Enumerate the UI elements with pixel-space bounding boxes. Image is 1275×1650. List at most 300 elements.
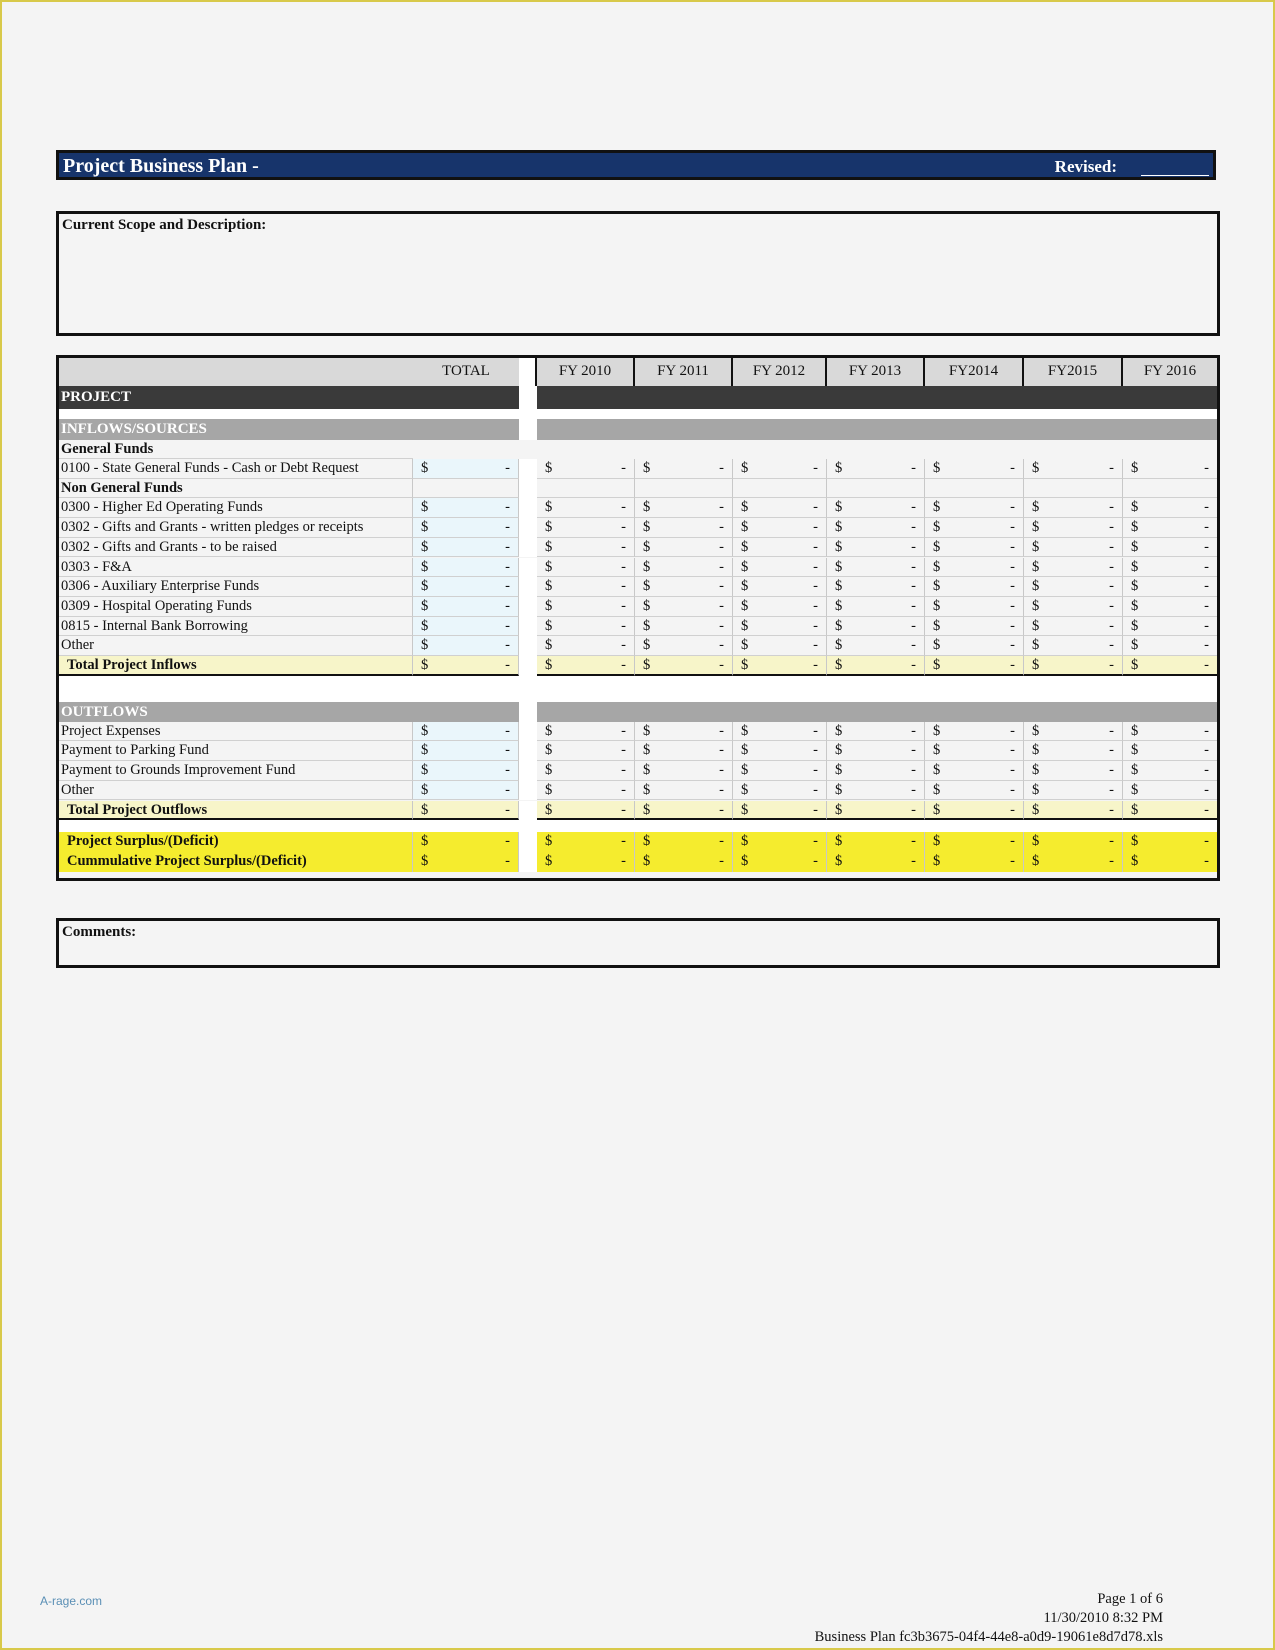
row-label-auxiliary: 0306 - Auxiliary Enterprise Funds xyxy=(59,577,413,597)
cell-value: - xyxy=(813,519,818,536)
total-value-cell[interactable] xyxy=(413,852,519,872)
fy-value-cell[interactable] xyxy=(537,741,635,761)
cell-value: - xyxy=(505,578,510,595)
currency-symbol: $ xyxy=(1131,742,1139,759)
currency-symbol: $ xyxy=(835,617,843,634)
fy-value-cell[interactable] xyxy=(733,498,827,518)
cell-value: - xyxy=(621,460,626,476)
fy-value-cell[interactable] xyxy=(925,636,1024,656)
fy-value-cell[interactable] xyxy=(1123,538,1217,558)
fy-value-cell[interactable] xyxy=(1024,597,1123,617)
fy-value-cell[interactable] xyxy=(1123,636,1217,656)
fy-value-cell[interactable] xyxy=(537,722,635,742)
fy-value-cell[interactable] xyxy=(1123,498,1217,518)
fy-value-cell[interactable] xyxy=(1024,459,1123,479)
currency-symbol: $ xyxy=(1131,499,1139,516)
fy-value-cell[interactable] xyxy=(1024,617,1123,637)
cell-value: - xyxy=(1109,852,1114,869)
fy-value-cell[interactable] xyxy=(537,558,635,578)
total-value-cell[interactable] xyxy=(413,832,519,852)
fy-value-cell[interactable] xyxy=(827,459,925,479)
cell-value: - xyxy=(911,617,916,634)
cell-value: - xyxy=(911,781,916,798)
currency-symbol: $ xyxy=(1131,801,1139,818)
currency-symbol: $ xyxy=(1032,617,1040,634)
cell-value: - xyxy=(1204,762,1209,779)
fy-value-cell[interactable] xyxy=(1123,656,1217,676)
cell-value: - xyxy=(621,762,626,779)
table-row xyxy=(59,722,1217,742)
currency-symbol: $ xyxy=(933,781,941,798)
currency-symbol: $ xyxy=(741,637,749,654)
currency-symbol: $ xyxy=(643,519,651,536)
column-header-fy2011: FY 2011 xyxy=(635,358,733,386)
fy-value-cell[interactable] xyxy=(733,459,827,479)
fy-value-cell[interactable] xyxy=(925,656,1024,676)
fy-value-cell[interactable] xyxy=(733,518,827,538)
fy-value-cell[interactable] xyxy=(635,722,733,742)
title-bar xyxy=(56,150,1216,180)
currency-symbol: $ xyxy=(421,519,429,536)
table-row xyxy=(59,479,1217,499)
cumulative-surplus-row xyxy=(59,852,1217,872)
currency-symbol: $ xyxy=(643,833,651,850)
currency-symbol: $ xyxy=(933,852,941,869)
fy-value-cell[interactable] xyxy=(537,852,635,872)
cell-value: - xyxy=(911,657,916,673)
total-value-cell[interactable] xyxy=(413,597,519,617)
currency-symbol: $ xyxy=(1032,657,1040,673)
fy-value-cell[interactable] xyxy=(1123,459,1217,479)
currency-symbol: $ xyxy=(741,499,749,516)
currency-symbol: $ xyxy=(933,722,941,739)
fy-value-cell[interactable] xyxy=(925,597,1024,617)
cell-value: - xyxy=(505,852,510,869)
cell-value: - xyxy=(1204,499,1209,516)
fy-value-cell[interactable] xyxy=(1024,577,1123,597)
cell-value: - xyxy=(1204,722,1209,739)
total-inflows-label: Total Project Inflows xyxy=(59,656,413,676)
currency-symbol: $ xyxy=(741,833,749,850)
fy-value-cell[interactable] xyxy=(733,801,827,821)
row-label-fa: 0303 - F&A xyxy=(59,558,413,578)
fy-value-cell[interactable] xyxy=(1123,741,1217,761)
cell-value: - xyxy=(1204,781,1209,798)
fy-value-cell[interactable] xyxy=(827,558,925,578)
column-header-fy2014: FY2014 xyxy=(925,358,1024,386)
fy-value-cell[interactable] xyxy=(1123,852,1217,872)
cell-value: - xyxy=(911,722,916,739)
fy-value-cell[interactable] xyxy=(827,832,925,852)
fy-value-cell[interactable] xyxy=(733,577,827,597)
comments-box[interactable] xyxy=(56,918,1220,968)
fy-value-cell[interactable] xyxy=(733,656,827,676)
fy-value-cell[interactable] xyxy=(925,781,1024,801)
cell-value: - xyxy=(1010,762,1015,779)
table-row xyxy=(59,577,1217,597)
currency-symbol: $ xyxy=(545,499,553,516)
currency-symbol: $ xyxy=(835,558,843,575)
fy-value-cell[interactable] xyxy=(537,617,635,637)
cell-value: - xyxy=(505,519,510,536)
fy-value-cell[interactable] xyxy=(1024,781,1123,801)
currency-symbol: $ xyxy=(741,801,749,818)
fy-value-cell[interactable] xyxy=(733,538,827,558)
table-row xyxy=(59,781,1217,801)
fy-value-cell[interactable] xyxy=(1024,656,1123,676)
fy-value-cell[interactable] xyxy=(537,577,635,597)
currency-symbol: $ xyxy=(643,538,651,555)
fy-value-cell[interactable] xyxy=(925,498,1024,518)
fy-value-cell[interactable] xyxy=(537,832,635,852)
currency-symbol: $ xyxy=(545,801,553,818)
currency-symbol: $ xyxy=(545,852,553,869)
fy-value-cell[interactable] xyxy=(827,636,925,656)
fy-value-cell[interactable] xyxy=(537,498,635,518)
cell-value: - xyxy=(813,833,818,850)
currency-symbol: $ xyxy=(545,597,553,614)
cell-value: - xyxy=(1109,722,1114,739)
cell-value: - xyxy=(1109,578,1114,595)
fy-value-cell[interactable] xyxy=(635,741,733,761)
fy-value-cell[interactable] xyxy=(733,761,827,781)
currency-symbol: $ xyxy=(1032,597,1040,614)
cell-value: - xyxy=(911,538,916,555)
fy-value-cell[interactable] xyxy=(1123,761,1217,781)
total-value-cell[interactable] xyxy=(413,781,519,801)
currency-symbol: $ xyxy=(643,617,651,634)
fy-value-cell[interactable] xyxy=(925,832,1024,852)
fy-value-cell[interactable] xyxy=(635,781,733,801)
fy-value-cell[interactable] xyxy=(537,636,635,656)
fy-value-cell[interactable] xyxy=(1123,832,1217,852)
fy-value-cell[interactable] xyxy=(635,538,733,558)
currency-symbol: $ xyxy=(835,657,843,673)
cell-value: - xyxy=(621,657,626,673)
fy-value-cell[interactable] xyxy=(1123,558,1217,578)
cell-value: - xyxy=(911,637,916,654)
fy-value-cell[interactable] xyxy=(925,761,1024,781)
table-row xyxy=(59,459,1217,479)
fy-value-cell[interactable] xyxy=(827,761,925,781)
fy-value-cell[interactable] xyxy=(1024,558,1123,578)
column-header-fy2013: FY 2013 xyxy=(827,358,925,386)
cell-value: - xyxy=(505,722,510,739)
fy-value-cell[interactable] xyxy=(827,577,925,597)
fy-value-cell[interactable] xyxy=(925,577,1024,597)
fy-value-cell[interactable] xyxy=(1123,597,1217,617)
cell-value: - xyxy=(505,657,510,673)
cell-value: - xyxy=(505,742,510,759)
fy-value-cell[interactable] xyxy=(1123,617,1217,637)
cell-value: - xyxy=(719,597,724,614)
fy-value-cell[interactable] xyxy=(925,459,1024,479)
fy-value-cell[interactable] xyxy=(1123,781,1217,801)
currency-symbol: $ xyxy=(741,762,749,779)
fy-value-cell[interactable] xyxy=(827,498,925,518)
fy-value-cell[interactable] xyxy=(537,597,635,617)
fy-value-cell[interactable] xyxy=(635,636,733,656)
currency-symbol: $ xyxy=(545,617,553,634)
currency-symbol: $ xyxy=(643,597,651,614)
row-label-outflow-grounds: Payment to Grounds Improvement Fund xyxy=(59,761,413,781)
fy-value-cell[interactable] xyxy=(827,597,925,617)
cell-value: - xyxy=(1010,852,1015,869)
cell-value: - xyxy=(719,742,724,759)
cell-value: - xyxy=(911,852,916,869)
fy-value-cell[interactable] xyxy=(925,518,1024,538)
currency-symbol: $ xyxy=(835,781,843,798)
cell-value: - xyxy=(621,617,626,634)
cell-value: - xyxy=(621,597,626,614)
currency-symbol: $ xyxy=(643,637,651,654)
fy-value-cell[interactable] xyxy=(925,801,1024,821)
fy-value-cell[interactable] xyxy=(925,558,1024,578)
fy-value-cell[interactable] xyxy=(1024,636,1123,656)
table-row xyxy=(59,538,1217,558)
cell-value: - xyxy=(1109,460,1114,476)
page-title: Project Business Plan - xyxy=(63,155,259,177)
fy-value-cell[interactable] xyxy=(537,761,635,781)
cell-value: - xyxy=(1109,781,1114,798)
fy-value-cell[interactable] xyxy=(635,558,733,578)
table-row xyxy=(59,558,1217,578)
total-value-cell[interactable] xyxy=(413,636,519,656)
currency-symbol: $ xyxy=(1131,722,1139,739)
currency-symbol: $ xyxy=(835,722,843,739)
comments-label: Comments: xyxy=(62,924,137,940)
currency-symbol: $ xyxy=(421,460,429,476)
currency-symbol: $ xyxy=(741,460,749,476)
cell-value: - xyxy=(621,637,626,654)
cell-value: - xyxy=(719,558,724,575)
currency-symbol: $ xyxy=(421,558,429,575)
currency-symbol: $ xyxy=(1131,538,1139,555)
currency-symbol: $ xyxy=(643,722,651,739)
table-row xyxy=(59,518,1217,538)
fy-value-cell[interactable] xyxy=(925,852,1024,872)
currency-symbol: $ xyxy=(545,722,553,739)
fy-value-cell[interactable] xyxy=(537,801,635,821)
cell-value: - xyxy=(505,617,510,634)
currency-symbol: $ xyxy=(1032,637,1040,654)
currency-symbol: $ xyxy=(643,558,651,575)
fy-value-cell[interactable] xyxy=(1024,518,1123,538)
fy-value-cell[interactable] xyxy=(1024,722,1123,742)
currency-symbol: $ xyxy=(1032,578,1040,595)
currency-symbol: $ xyxy=(741,597,749,614)
cell-value: - xyxy=(813,578,818,595)
fy-value-cell[interactable] xyxy=(1024,832,1123,852)
column-header-fy2015: FY2015 xyxy=(1024,358,1123,386)
cell-value: - xyxy=(1010,578,1015,595)
cell-value: - xyxy=(505,833,510,850)
currency-symbol: $ xyxy=(1032,722,1040,739)
cell-value: - xyxy=(1010,742,1015,759)
fy-value-cell[interactable] xyxy=(827,741,925,761)
cell-value: - xyxy=(505,637,510,654)
fy-value-cell[interactable] xyxy=(733,617,827,637)
cell-value: - xyxy=(1204,617,1209,634)
fy-value-cell[interactable] xyxy=(635,761,733,781)
currency-symbol: $ xyxy=(933,519,941,536)
fy-value-cell[interactable] xyxy=(1024,741,1123,761)
currency-symbol: $ xyxy=(835,519,843,536)
currency-symbol: $ xyxy=(933,833,941,850)
cell-value: - xyxy=(1204,833,1209,850)
fy-value-cell[interactable] xyxy=(635,518,733,538)
fy-value-cell[interactable] xyxy=(827,781,925,801)
cell-value: - xyxy=(1109,801,1114,818)
total-value-cell[interactable] xyxy=(413,518,519,538)
cell-value: - xyxy=(813,637,818,654)
currency-symbol: $ xyxy=(1032,833,1040,850)
fy-value-cell[interactable] xyxy=(827,518,925,538)
currency-symbol: $ xyxy=(741,578,749,595)
fy-value-cell[interactable] xyxy=(827,722,925,742)
general-funds-row xyxy=(59,440,1217,459)
total-value-cell[interactable] xyxy=(413,459,519,479)
cell-value: - xyxy=(719,781,724,798)
fy-value-cell[interactable] xyxy=(635,801,733,821)
fy-value-cell[interactable] xyxy=(635,459,733,479)
surplus-row xyxy=(59,832,1217,852)
cell-value: - xyxy=(1204,852,1209,869)
fy-value-cell[interactable] xyxy=(733,597,827,617)
currency-symbol: $ xyxy=(545,558,553,575)
total-value-cell[interactable] xyxy=(413,656,519,676)
inflows-band xyxy=(59,419,1217,440)
scope-description-box[interactable] xyxy=(56,211,1220,336)
currency-symbol: $ xyxy=(933,460,941,476)
cell-value: - xyxy=(1109,742,1114,759)
currency-symbol: $ xyxy=(643,657,651,673)
cumulative-surplus-label: Cummulative Project Surplus/(Deficit) xyxy=(59,852,413,872)
cell-value: - xyxy=(911,499,916,516)
fy-value-cell[interactable] xyxy=(1123,722,1217,742)
cell-value: - xyxy=(1010,558,1015,575)
fy-value-cell[interactable] xyxy=(635,597,733,617)
fy-value-cell[interactable] xyxy=(827,852,925,872)
column-header-fy2010: FY 2010 xyxy=(537,358,635,386)
cell-value: - xyxy=(1204,742,1209,759)
currency-symbol: $ xyxy=(545,460,553,476)
table-row xyxy=(59,761,1217,781)
total-value-cell[interactable] xyxy=(413,761,519,781)
currency-symbol: $ xyxy=(741,657,749,673)
fy-value-cell[interactable] xyxy=(635,577,733,597)
cell-value: - xyxy=(1109,499,1114,516)
fy-value-cell[interactable] xyxy=(1024,538,1123,558)
fy-value-cell[interactable] xyxy=(537,538,635,558)
cell-value: - xyxy=(505,499,510,516)
fy-value-cell[interactable] xyxy=(537,518,635,538)
total-value-cell[interactable] xyxy=(413,577,519,597)
fy-value-cell[interactable] xyxy=(635,617,733,637)
fy-value-cell[interactable] xyxy=(733,636,827,656)
fy-value-cell[interactable] xyxy=(1024,761,1123,781)
fy-value-cell[interactable] xyxy=(1123,518,1217,538)
fy-value-cell[interactable] xyxy=(733,722,827,742)
cell-value: - xyxy=(911,762,916,779)
row-label-other: Other xyxy=(59,636,413,656)
currency-symbol: $ xyxy=(421,657,429,673)
currency-symbol: $ xyxy=(421,538,429,555)
currency-symbol: $ xyxy=(1131,762,1139,779)
currency-symbol: $ xyxy=(421,578,429,595)
cell-value: - xyxy=(719,852,724,869)
cell-value: - xyxy=(1109,762,1114,779)
total-value-cell[interactable] xyxy=(413,741,519,761)
fy-value-cell[interactable] xyxy=(827,656,925,676)
cell-value: - xyxy=(1010,460,1015,476)
cell-value: - xyxy=(719,519,724,536)
currency-symbol: $ xyxy=(1131,657,1139,673)
fy-value-cell[interactable] xyxy=(1123,577,1217,597)
cell-value: - xyxy=(621,781,626,798)
currency-symbol: $ xyxy=(421,833,429,850)
fy-value-cell[interactable] xyxy=(635,498,733,518)
total-value-cell[interactable] xyxy=(413,498,519,518)
cell-value: - xyxy=(911,742,916,759)
cell-value: - xyxy=(813,617,818,634)
total-value-cell[interactable] xyxy=(413,801,519,821)
revised-date-field[interactable] xyxy=(1141,157,1209,176)
cell-value: - xyxy=(1204,460,1209,476)
row-label-hospital: 0309 - Hospital Operating Funds xyxy=(59,597,413,617)
non-general-funds-label: Non General Funds xyxy=(59,479,413,499)
currency-symbol: $ xyxy=(643,852,651,869)
fy-value-cell[interactable] xyxy=(1024,498,1123,518)
cell-value: - xyxy=(505,460,510,476)
fy-value-cell[interactable] xyxy=(1123,801,1217,821)
fy-value-cell[interactable] xyxy=(733,781,827,801)
fy-value-cell[interactable] xyxy=(537,459,635,479)
footer-datetime: 11/30/2010 8:32 PM xyxy=(1043,1610,1163,1626)
fy-value-cell[interactable] xyxy=(925,722,1024,742)
fy-value-cell[interactable] xyxy=(827,801,925,821)
fy-value-cell[interactable] xyxy=(1024,801,1123,821)
fy-value-cell[interactable] xyxy=(925,617,1024,637)
fy-value-cell[interactable] xyxy=(537,656,635,676)
total-value-cell[interactable] xyxy=(413,558,519,578)
cell-value: - xyxy=(813,852,818,869)
fy-value-cell[interactable] xyxy=(827,538,925,558)
fy-value-cell[interactable] xyxy=(733,852,827,872)
total-value-cell[interactable] xyxy=(413,538,519,558)
fy-value-cell[interactable] xyxy=(635,852,733,872)
fy-value-cell[interactable] xyxy=(733,558,827,578)
total-value-cell[interactable] xyxy=(413,722,519,742)
fy-value-cell[interactable] xyxy=(733,741,827,761)
currency-symbol: $ xyxy=(741,558,749,575)
total-outflows-label: Total Project Outflows xyxy=(59,801,413,821)
currency-symbol: $ xyxy=(545,578,553,595)
fy-value-cell[interactable] xyxy=(925,741,1024,761)
fy-value-cell[interactable] xyxy=(635,656,733,676)
fy-value-cell[interactable] xyxy=(635,832,733,852)
cell-value: - xyxy=(621,578,626,595)
fy-value-cell[interactable] xyxy=(537,781,635,801)
fy-value-cell[interactable] xyxy=(827,617,925,637)
total-value-cell[interactable] xyxy=(413,617,519,637)
fy-value-cell[interactable] xyxy=(925,538,1024,558)
cell-value: - xyxy=(719,801,724,818)
fy-value-cell[interactable] xyxy=(733,832,827,852)
fy-value-cell[interactable] xyxy=(1024,852,1123,872)
cell-value: - xyxy=(1204,637,1209,654)
column-header-total: TOTAL xyxy=(442,363,490,379)
